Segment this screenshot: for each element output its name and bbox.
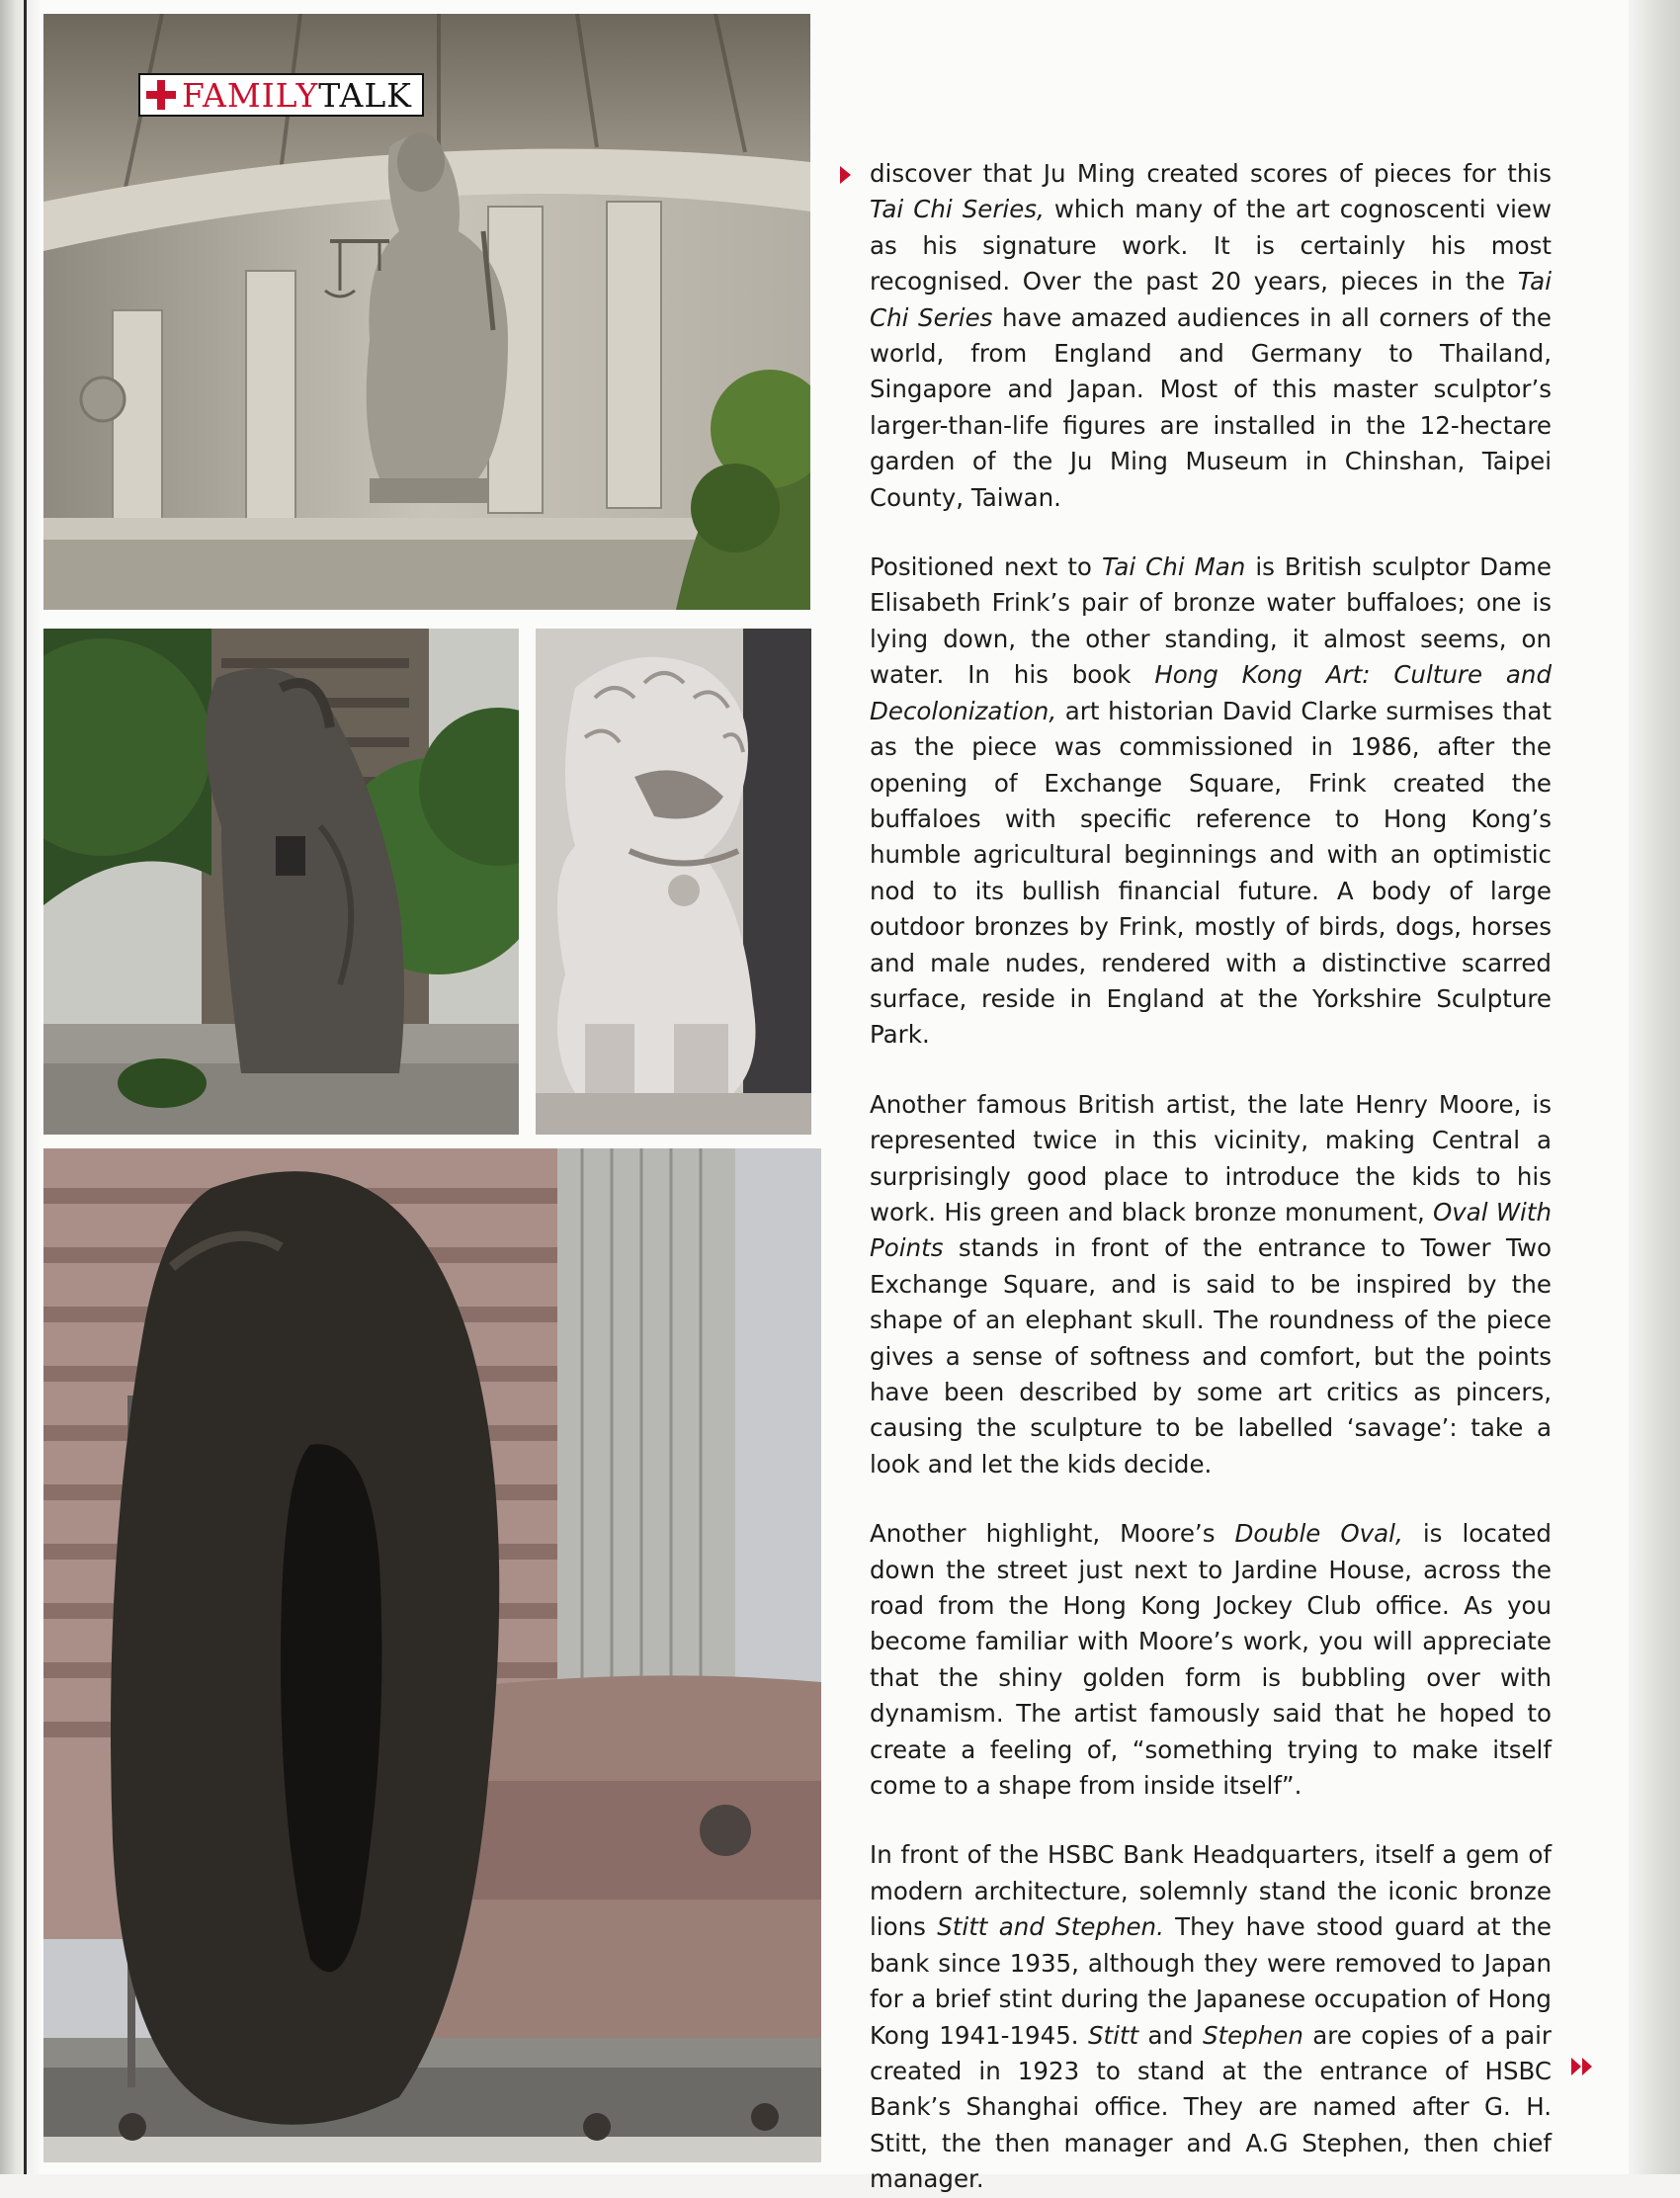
article-paragraph-1: discover that Ju Ming created scores of pieces for this Tai Chi Series, which many of the art cognoscenti view as his signature work. It is certainly his most recognised. Over the past 20 years, pieces in the Tai Chi Series have amazed audiences in all corners of the world, from England and Germany to Thailand, Singapore and Japan. Most of this master sculptor’s larger-than-life figures are installed in the 12-hectare garden of the Ju Ming Museum in Chinshan, Taipei County, Taiwan.	[870, 159, 1552, 512]
masthead-family-talk	[138, 73, 424, 117]
photo-tai-chi-sculpture	[43, 629, 519, 1135]
article-paragraph-5: In front of the HSBC Bank Headquarters, itself a gem of modern architecture, solemnly stand the iconic bronze lions Stitt and Stephen. They have stood guard at the bank since 1935, although they were removed to Japan for a brief stint during the Japanese occupation of Hong Kong 1941-1945. Stitt and Stephen are copies of a pair created in 1923 to stand at the entrance of HSBC Bank’s Shanghai office. They are named after G. H. Stitt, the then manager and A.G Stephen, then chief manager.	[870, 1840, 1553, 2194]
masthead-family: FAMILY	[182, 75, 319, 115]
article-paragraph-2: Positioned next to Tai Chi Man is British sculptor Dame Elisabeth Frink’s pair of bronze water buffaloes; one is lying down, the other standing, it almost seems, on water. In his book Hong Kong Art: Culture and Decolonization, art historian David Clarke surmises that as the piece was commissioned in 1986, after the opening of Exchange Square, Frink created the buffaloes with specific reference to Hong Kong’s humble agricultural beginnings and with an optimistic nod to its bullish financial future. A body of large outdoor bronzes by Frink, mostly of birds, dogs, horses and male nudes, rendered with a distinctive scarred surface, reside in England at the Yorkshire Sculpture Park.	[870, 552, 1552, 1050]
page-right-edge	[1629, 0, 1680, 2174]
play-arrow-icon	[840, 166, 851, 184]
red-cross-icon	[146, 80, 176, 110]
double-arrow-icon[interactable]	[1571, 2058, 1593, 2075]
spine-line	[24, 0, 27, 2174]
photo-oval-with-points	[43, 1148, 821, 2162]
photo-stone-lion	[536, 629, 811, 1135]
article-paragraph-3: Another famous British artist, the late Henry Moore, is represented twice in this vicinity, making Central a surprisingly good place to introduce the kids to his work. His green and black bronze monument, Oval With Points stands in front of the entrance to Tower Two Exchange Square, and is said to be inspired by the shape of an elephant skull. The roundness of the piece gives a sense of softness and comfort, but the points have been described by some art critics as pincers, causing the sculpture to be labelled ‘savage’: take a look and let the kids decide.	[870, 1089, 1552, 1479]
article-paragraph-4: Another highlight, Moore’s Double Oval, is located down the street just next to Jardine House, across the road from the Hong Kong Jockey Club office. As you become familiar with Moore’s work, you will appreciate that the shiny golden form is bubbling over with dynamism. The artist famously said that he hoped to create a feeling of, “something trying to make itself come to a shape from inside itself”.	[870, 1519, 1552, 1801]
spine-shadow	[0, 0, 42, 2174]
masthead-talk: TALK	[318, 75, 412, 115]
article-body	[870, 156, 1552, 2198]
